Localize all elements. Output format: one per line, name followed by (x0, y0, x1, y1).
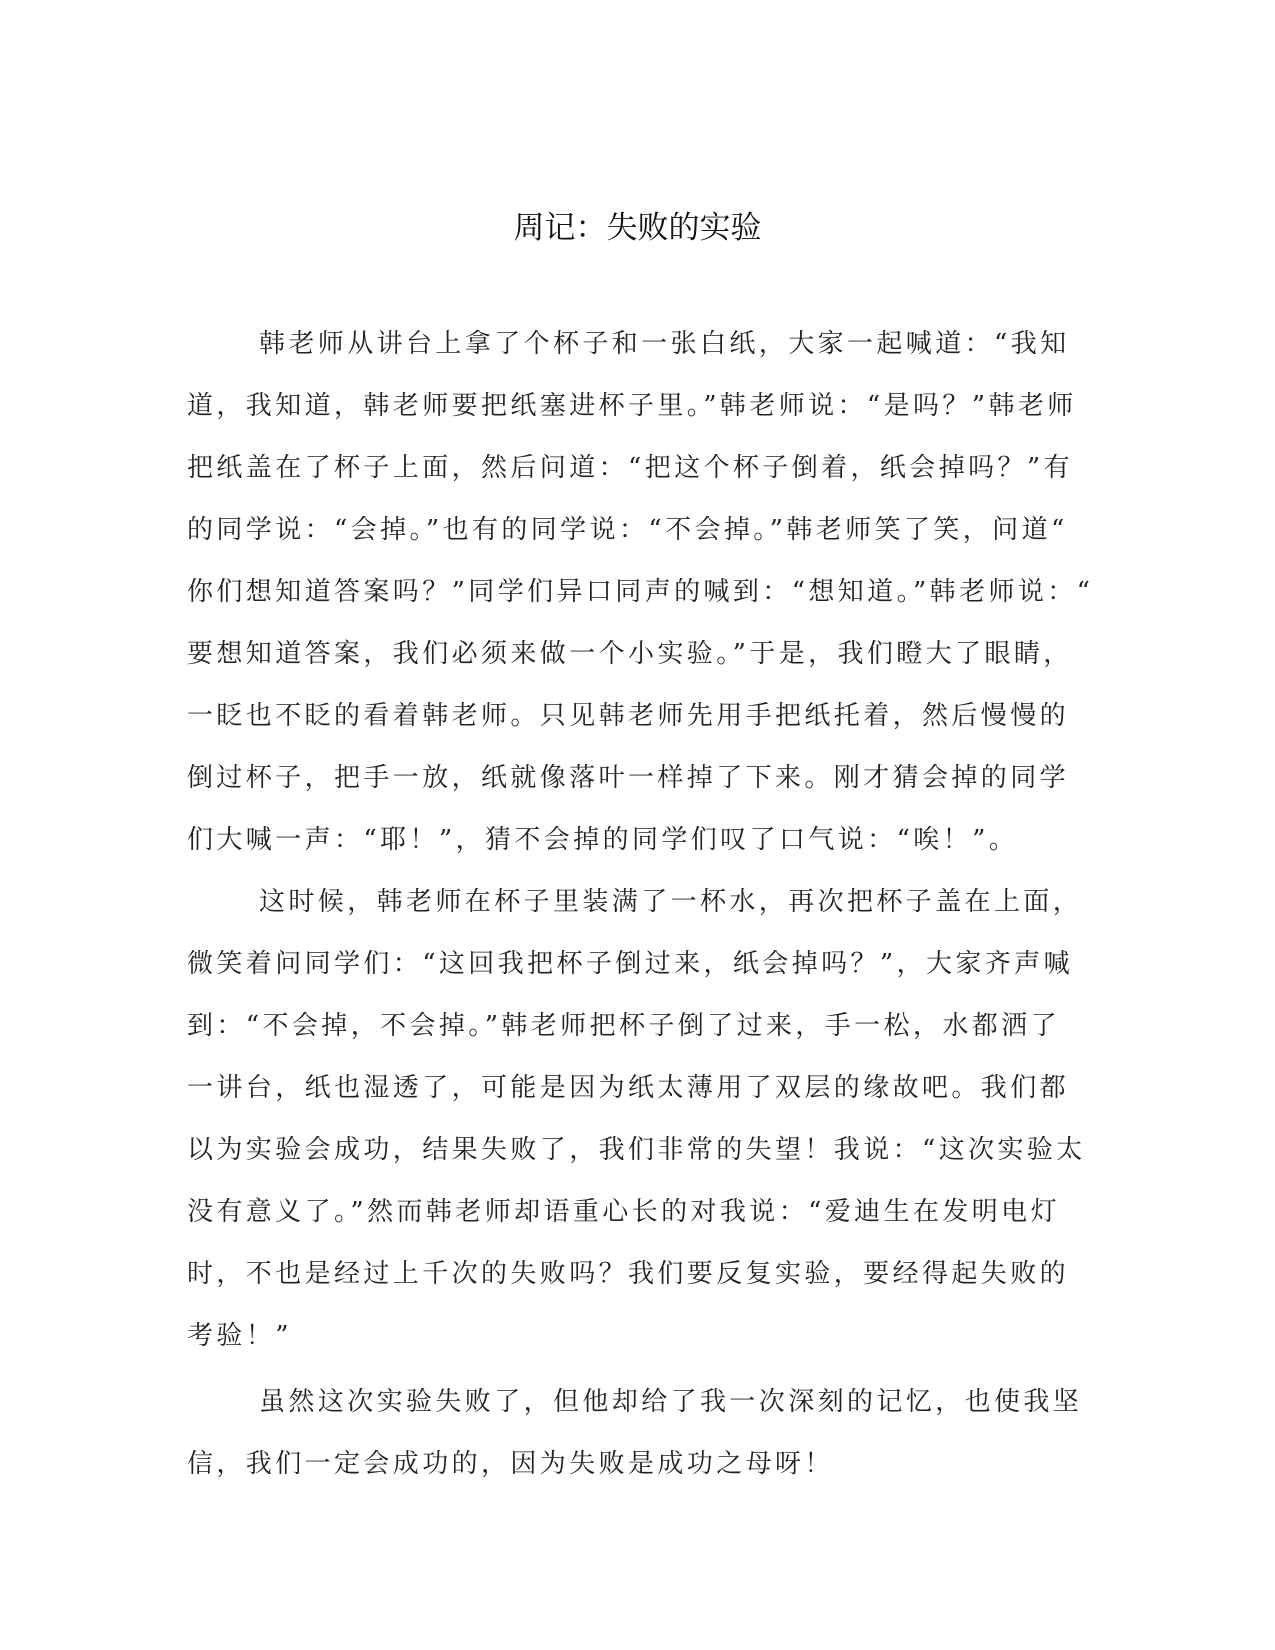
paragraph-line: 们大喊一声：“耶！”，猜不会掉的同学们叹了口气说：“唉！”。 (187, 825, 1019, 855)
paragraph-line: 以为实验会成功，结果失败了，我们非常的失望！我说：“这次实验太 (187, 1135, 1086, 1165)
paragraph-line: 虽然这次实验失败了，但他却给了我一次深刻的记忆，也使我坚 (259, 1387, 1083, 1417)
paragraph-line: 信，我们一定会成功的，因为失败是成功之母呀！ (187, 1449, 834, 1479)
paragraph-line: 到：“不会掉，不会掉。”韩老师把杯子倒了过来，手一松，水都洒了 (187, 1011, 1060, 1041)
document-body (187, 324, 1094, 1506)
paragraph-line: 道，我知道，韩老师要把纸塞进杯子里。”韩老师说：“是吗？”韩老师 (187, 391, 1077, 421)
paragraph-line: 韩老师从讲台上拿了个杯子和一张白纸，大家一起喊道：“我知 (259, 329, 1070, 359)
paragraph-3 (187, 1382, 1087, 1506)
paragraph-line: 这时候，韩老师在杯子里装满了一杯水，再次把杯子盖在上面， (259, 887, 1083, 917)
paragraph-2 (187, 882, 1087, 1378)
paragraph-1 (187, 324, 1094, 882)
paragraph-line: 一眨也不眨的看着韩老师。只见韩老师先用手把纸托着，然后慢慢的 (187, 701, 1070, 731)
document-title: 周记：失败的实验 (513, 210, 762, 246)
paragraph-line: 一讲台，纸也湿透了，可能是因为纸太薄用了双层的缘故吧。我们都 (187, 1073, 1070, 1103)
paragraph-line: 考验！” (187, 1321, 292, 1351)
paragraph-line: 微笑着问同学们：“这回我把杯子倒过来，纸会掉吗？”，大家齐声喊 (187, 949, 1073, 979)
paragraph-line: 倒过杯子，把手一放，纸就像落叶一样掉了下来。刚才猜会掉的同学 (187, 763, 1070, 793)
paragraph-line: 时，不也是经过上千次的失败吗？我们要反复实验，要经得起失败的 (187, 1259, 1070, 1289)
paragraph-line: 的同学说：“会掉。”也有的同学说：“不会掉。”韩老师笑了笑，问道“ (187, 515, 1068, 545)
paragraph-line: 你们想知道答案吗？”同学们异口同声的喊到：“想知道。”韩老师说：“ (187, 577, 1094, 607)
paragraph-line: 把纸盖在了杯子上面，然后问道：“把这个杯子倒着，纸会掉吗？”有 (187, 453, 1073, 483)
paragraph-line: 要想知道答案，我们必须来做一个小实验。”于是，我们瞪大了眼睛， (187, 639, 1073, 669)
paragraph-line: 没有意义了。”然而韩老师却语重心长的对我说：“爱迪生在发明电灯 (187, 1197, 1060, 1227)
